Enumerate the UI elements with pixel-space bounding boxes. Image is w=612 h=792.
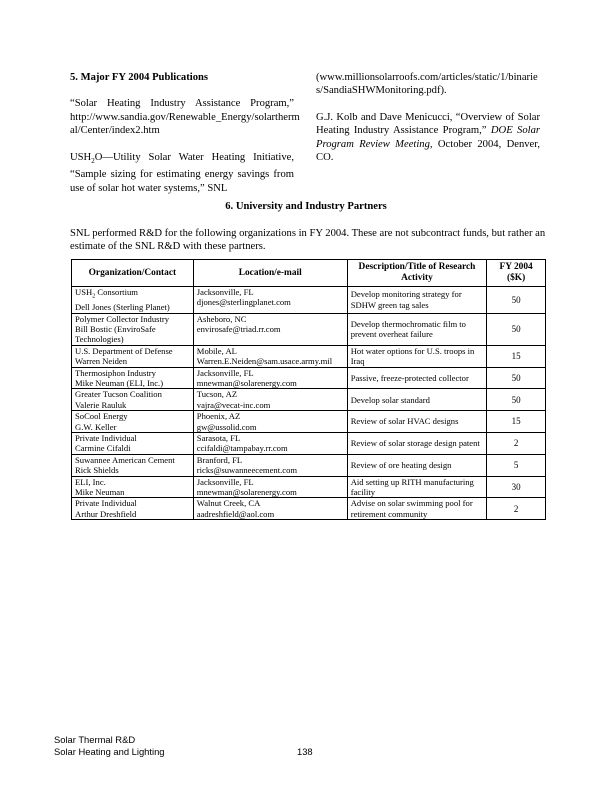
description-cell: Aid setting up RITH manufacturing facility	[347, 476, 487, 498]
table-row	[72, 433, 546, 455]
description-cell: Hot water options for U.S. troops in Iraq	[347, 345, 487, 367]
table-header-row	[72, 260, 546, 287]
table-row	[72, 313, 546, 345]
org-cell: Suwannee American Cement Rick Shields	[72, 454, 194, 476]
org-cell: SoCool Energy G.W. Keller	[72, 411, 194, 433]
org-cell: U.S. Department of Defense Warren Neiden	[72, 345, 194, 367]
description-cell: Review of solar HVAC designs	[347, 411, 487, 433]
publication-1: “Solar Heating Industry Assistance Program,” http://www.sandia.gov/Renewable_Energy/solartherm al/Center/index2.htm	[70, 98, 300, 137]
location-cell: Jacksonville, FL mnewman@solarenergy.com	[193, 367, 347, 389]
table-row	[72, 345, 546, 367]
publication-2: $USH_2O—Utility$ Solar Water Heating Initiative, “Sample sizing for estimating energy savings from use of solar hot water systems,” SNL	[70, 151, 294, 194]
location-cell: Asheboro, NC envirosafe@triad.rr.com	[193, 313, 347, 345]
description-cell: Develop solar standard	[347, 389, 487, 411]
fy2004-cell: 15	[487, 411, 546, 433]
fy2004-cell: 30	[487, 476, 546, 498]
org-cell: $USH_2$ Consortium Dell Jones (Sterling Planet)	[72, 287, 194, 314]
section-6-heading: 6. University and Industry Partners	[225, 201, 387, 212]
fy2004-cell: 50	[487, 287, 546, 314]
org-cell: Private Individual Arthur Dreshfield	[72, 498, 194, 520]
description-cell: Review of ore heating design	[347, 454, 487, 476]
partners-table	[71, 259, 546, 520]
org-cell: ELI, Inc. Mike Neuman	[72, 476, 194, 498]
table-row	[72, 454, 546, 476]
fy2004-cell: 15	[487, 345, 546, 367]
table-body	[72, 287, 546, 520]
section-5-heading: 5. Major FY 2004 Publications	[70, 72, 209, 83]
location-cell: Mobile, AL Warren.E.Neiden@sam.usace.army.mil	[193, 345, 347, 367]
table-row	[72, 476, 546, 498]
org-cell: Greater Tucson Coalition Valerie Rauluk	[72, 389, 194, 411]
location-cell: Branford, FL ricks@suwanneecement.com	[193, 454, 347, 476]
description-cell: Passive, freeze-protected collector	[347, 367, 487, 389]
location-cell: Jacksonville, FL djones@sterlingplanet.com	[193, 287, 347, 314]
org-cell: Thermosiphon Industry Mike Neuman (ELI, Inc.)	[72, 367, 194, 389]
header-location: Location/e-mail	[193, 260, 347, 287]
fy2004-cell: 50	[487, 313, 546, 345]
header-organization: Organization/Contact	[72, 260, 194, 287]
org-cell: Polymer Collector Industry Bill Bostic (EnviroSafe Technologies)	[72, 313, 194, 345]
publication-2-url: (www.millionsolarroofs.com/articles/static/1/binaries/SandiaSHWMonitoring.pdf).	[316, 72, 538, 97]
footer-line-2: Solar Heating and Lighting	[54, 746, 165, 757]
footer-line-1: Solar Thermal R&D	[54, 734, 136, 745]
location-cell: Tucson, AZ vajra@vecat-inc.com	[193, 389, 347, 411]
location-cell: Phoenix, AZ gw@ussolid.com	[193, 411, 347, 433]
table-row	[72, 367, 546, 389]
table-row	[72, 411, 546, 433]
header-description: Description/Title of Research Activity	[347, 260, 487, 287]
left-column	[70, 71, 300, 208]
org-cell: Private Individual Carmine Cifaldi	[72, 433, 194, 455]
fy2004-cell: 2	[487, 433, 546, 455]
right-column	[316, 71, 540, 177]
location-cell: Jacksonville, FL mnewman@solarenergy.com	[193, 476, 347, 498]
table-row	[72, 389, 546, 411]
table-row	[72, 498, 546, 520]
page-number: 138	[297, 746, 313, 757]
table-row	[72, 287, 546, 314]
description-cell: Develop monitoring strategy for SDHW green tag sales	[347, 287, 487, 314]
header-fy2004: FY 2004 ($K)	[487, 260, 546, 287]
fy2004-cell: 2	[487, 498, 546, 520]
fy2004-cell: 50	[487, 367, 546, 389]
location-cell: Sarasota, FL ccifaldi@tampabay.rr.com	[193, 433, 347, 455]
section-6-intro: SNL performed R&D for the following organizations in FY 2004. These are not subcontract funds, but rather an estimate of the SNL R&D with these partners.	[70, 228, 546, 252]
description-cell: Develop thermochromatic film to prevent overheat failure	[347, 313, 487, 345]
publication-3: G.J. Kolb and Dave Menicucci, “Overview of Solar Heating Industry Assistance Program,” DOE Solar Program Review Meeting, October 2004, Denver, CO.	[316, 111, 540, 164]
fy2004-cell: 50	[487, 389, 546, 411]
description-cell: Review of solar storage design patent	[347, 433, 487, 455]
fy2004-cell: 5	[487, 454, 546, 476]
description-cell: Advise on solar swimming pool for retirement community	[347, 498, 487, 520]
location-cell: Walnut Creek, CA aadreshfield@aol.com	[193, 498, 347, 520]
